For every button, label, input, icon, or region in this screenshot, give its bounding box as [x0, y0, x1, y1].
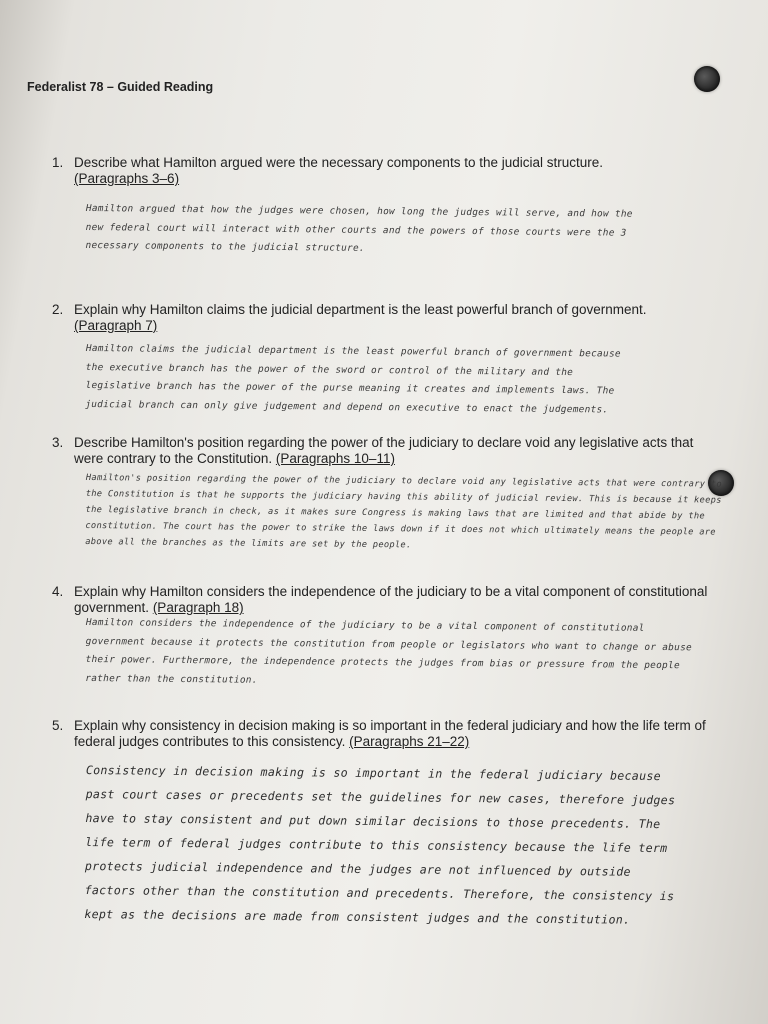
page-title: Federalist 78 – Guided Reading	[27, 80, 214, 94]
question-number: 1.	[52, 155, 64, 170]
question-5	[52, 718, 708, 750]
paragraph-reference: (Paragraphs 10–11)	[275, 451, 395, 466]
question-prompt: Explain why Hamilton considers the independence of the judiciary to be a vital component of constitutional government. (Paragraph 18)	[74, 584, 708, 615]
answer-4: Hamilton considers the independence of the judiciary to be a vital component of constitutional government because it protects the constitution from people or legislators who want to change or abuse their power. Furthermore, the independence protects the judges from bias or pressure from the people rather than the constitution.	[85, 616, 693, 686]
question-prompt: Explain why consistency in decision making is so important in the federal judiciary and how the life term of federal judges contributes to this consistency. (Paragraphs 21–22)	[74, 718, 706, 749]
answer-2: Hamilton claims the judicial department is the least powerful branch of government because the executive branch has the power of the sword or control of the military and the legislative branch has the power of the purse meaning it creates and implements laws. The judicial branch can only give judgement and depend on executive to enact the judgements.	[85, 342, 621, 415]
paragraph-reference: (Paragraphs 21–22)	[349, 734, 470, 749]
answer-5: Consistency in decision making is so important in the federal judiciary because past court cases or precedents set the guidelines for new cases, therefore judges have to stay consistent and put down similar decisions to those precedents. The life term of federal judges contribute to this consistency because the life term protects judicial independence and the judges are not influenced by outside factors other than the constitution and precedents. Therefore, the consistency is kept as the decisions are made from consistent judges and the constitution.	[84, 762, 676, 927]
punch-hole-top	[694, 66, 720, 92]
question-prompt: Describe what Hamilton argued were the necessary components to the judicial structure. (Paragraphs 3–6)	[74, 155, 604, 186]
question-2	[52, 302, 708, 334]
question-prompt: Describe Hamilton's position regarding the power of the judiciary to declare void any legislative acts that were contrary to the Constitution. (Paragraphs 10–11)	[74, 435, 694, 466]
paragraph-reference: (Paragraphs 3–6)	[74, 171, 180, 186]
paragraph-reference: (Paragraph 18)	[152, 600, 244, 615]
question-1	[52, 155, 708, 187]
question-number: 5.	[52, 718, 64, 733]
answer-1: Hamilton argued that how the judges were chosen, how long the judges will serve, and how the new federal court will interact with other courts and the powers of those courts were the 3 necessary components to the judicial structure.	[85, 202, 633, 254]
answer-3: Hamilton's position regarding the power of the judiciary to declare void any legislative acts that were contrary to the Constitution is that he supports the judiciary having this ability of judicial review. This is because it keeps the legislative branch in check, as it makes sure Congress is making laws that are limited and that abide by the constitution. The court has the power to strike the laws down if it does not which ultimately means the people are above all the branches as the limits are set by the people.	[85, 472, 722, 551]
question-number: 3.	[52, 435, 64, 450]
question-3	[52, 435, 708, 467]
question-prompt: Explain why Hamilton claims the judicial department is the least powerful branch of government. (Paragraph 7)	[74, 302, 647, 333]
paragraph-reference: (Paragraph 7)	[74, 318, 158, 333]
question-number: 4.	[52, 584, 64, 599]
question-number: 2.	[52, 302, 64, 317]
question-4	[52, 584, 708, 616]
bleed-through-text	[299, 5, 721, 90]
